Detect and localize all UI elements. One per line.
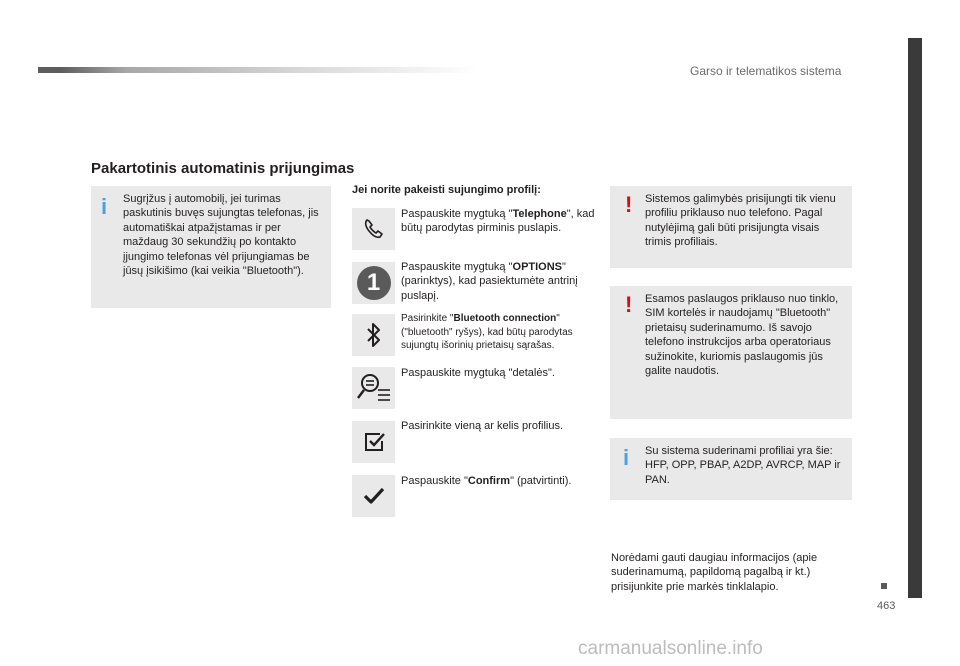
info-box-right [610, 438, 852, 500]
step-telephone: Paspauskite mygtuką "Telephone", kad būtų parodytas pirminis puslapis. [401, 208, 595, 235]
bluetooth-icon [363, 320, 385, 350]
info-icon: i [101, 194, 108, 219]
details-icon [356, 371, 392, 405]
bluetooth-icon-tile [352, 314, 395, 356]
side-tab-strip [908, 38, 922, 598]
info-text-profiles: Su sistema suderinami profiliai yra šie: HFP, OPP, PBAP, A2DP, AVRCP, MAP ir PAN. [645, 445, 841, 486]
number-badge-icon: 1 [357, 266, 391, 300]
step-options: Paspauskite mygtuką "OPTIONS" (parinktys), kad pasiektumėte antrinį puslapį. [401, 261, 578, 302]
warning-text-2: Esamos paslaugos priklauso nuo tinklo, SIM kortelės ir naudojamų "Bluetooth" prietaisų suderinamumo. Iš savojo telefono instrukcijos arba operatoriaus sužinokite, kuriomis paslaugomis jūs galite naudotis. [645, 293, 839, 378]
warning-box-2 [610, 286, 852, 419]
checkmark-icon-tile [352, 475, 395, 517]
step-bluetooth: Pasirinkite "Bluetooth connection" ("bluetooth" ryšys), kad būtų parodytas sujungtų išorinių prietaisų sąrašas. [401, 313, 573, 352]
warning-text-1: Sistemos galimybės prisijungti tik vienu profiliu priklauso nuo telefono. Pagal nutylėjimą gali būti prisijungta visais trimis profiliais. [645, 193, 836, 249]
watermark: carmanualsonline.info [578, 638, 763, 659]
number-tile [352, 262, 395, 304]
step-select-profiles: Pasirinkite vieną ar kelis profilius. [401, 420, 564, 432]
phone-icon-tile [352, 208, 395, 250]
steps-title: Jei norite pakeisti sujungimo profilį: [352, 184, 541, 196]
checkmark-icon [363, 487, 385, 505]
warning-box-1 [610, 186, 852, 268]
step-details: Paspauskite mygtuką "detalės". [401, 367, 555, 379]
page-heading: Pakartotinis automatinis prijungimas [91, 160, 355, 177]
info-text: Sugrįžus į automobilį, jei turimas paskutinis buvęs sujungtas telefonas, jis automatiškai atpažįstamas ir per maždaug 30 sekundžių po kontakto įjungimo telefonas vėl prijungiamas be jūsų įsikišimo (kai veikia "Bluetooth"). [123, 193, 319, 278]
details-icon-tile [352, 367, 395, 409]
checkbox-icon-tile [352, 421, 395, 463]
info-icon: i [623, 445, 630, 470]
section-title: Garso ir telematikos sistema [690, 64, 842, 78]
checkbox-icon [363, 431, 385, 453]
page-number: 463 [877, 600, 896, 612]
warning-icon: ! [625, 192, 633, 217]
footer-note: Norėdami gauti daugiau informacijos (apie suderinamumą, papildomą pagalbą ir kt.) prisijunkite prie markės tinklalapio. [611, 552, 818, 593]
header-gradient-bar [38, 67, 478, 73]
info-box-left [91, 186, 331, 308]
page-marker [881, 583, 887, 589]
step-confirm: Paspauskite "Confirm" (patvirtinti). [401, 475, 572, 487]
warning-icon: ! [625, 292, 633, 317]
phone-icon [362, 217, 386, 241]
